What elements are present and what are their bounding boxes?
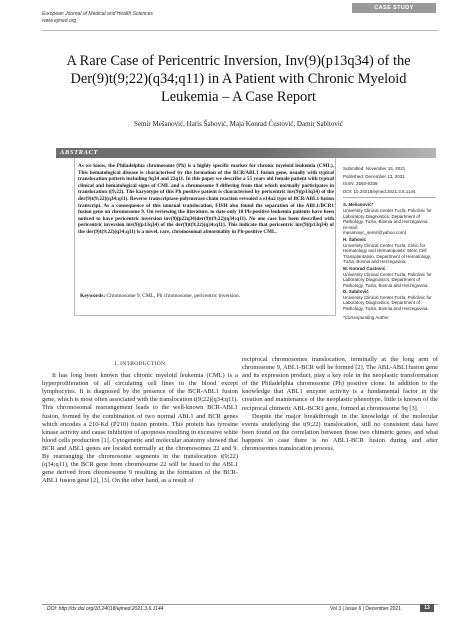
abstract-heading: ABSTRACT (60, 149, 99, 156)
intro-paragraph-2: Despite the major breakthrough in the knowledge of the molecular events underlying the t(9;22) translocation, still no consistent data have been found on the correlation between those two chimeric genes, and what happens in case there is no ABL1-BCR fusion during and after chromosomes translocation process. (242, 412, 438, 453)
footer-doi[interactable]: DOI: http://dx.doi.org/10.24018/ejmed.2021.3.6.1144 (47, 606, 164, 612)
author1-name: S. Mešanović* (343, 202, 374, 208)
published-date: Published: December 13, 2021 (343, 173, 405, 179)
author3-name: M. Konrad Ćustović (343, 265, 386, 271)
article-type-badge: CASE STUDY (352, 3, 436, 13)
journal-url: www.ejmed.org (42, 17, 77, 24)
abstract-text: As we know, the Philadelphia chromosome (Ph) is a highly specific marker for chronic myeloid leukemia (CML). This hematological disease is characterised by the formation of the BCR/ABL1 fusion gene, usually with typical translocation pattern including 9q34 and 22q11. In this paper we describe a 55 years old female patient with typical clinical and hematological signs of CML and a chromosome 9 differing from that which normally participates in translocation t(9;22). The karyotype of this Ph positive patient is characterised by pericentric inv(9)(p13q34) of the der(9)t(9;22)(q34;q11). Reverse transcriptase-polymerase chain reaction revealed a e14a2 type of BCR/ABL1 fusion transcript. As a consequence of this unusual translocation, FISH also found the separation of the ABL1/BCR1 fusion gene on chromosome 9. On reviewing the literature, to date only 10 Ph-positive leukemia patients have been noticed to have pericentric inversion inv(9)(p22q34)der(9)t(9;22)(q34;q11). No one case has been described with pericentric inversion inv(9)(p13q34) of the der(9)t(9;22)(q34;q11). This indicate that pericentric inv(9)(p13q34) of the der(9)t(9;22)(q34;q11) is a novel, rare, chromosomal abnormality in Ph-positive CML. (78, 163, 334, 235)
author1-affiliation: University Clinical Center Tuzla, Policlinic for Laboratory Diagnostics, Department of Pathology, Tuzla, Bosnia and Herzegovina. (343, 207, 432, 225)
author-list: Semir Mešanović, Haris Šahović, Maja Konrad Ćustović, Damir Sabitović (134, 120, 343, 128)
section-heading-introduction: I. INTRODUCTION (114, 361, 166, 367)
keywords-list: Chromosome 9, CML, Ph chromosome, pericentric inversion. (106, 293, 241, 299)
article-info-sidebar (343, 166, 436, 320)
intro-paragraph-continued: reciprocal chromosomes translocation, terminally at the long arm of chromosome 9, ABL1-BCR will be formed [2]. The ABL-ABL1fusion gene and its expression product, play a key role in the neoplastic transformation of the Philadelphia chromosome (Ph) positive clone. In addition to the knowledge that ABL1 enzyme activity is a fundamental factor in the creation and maintenance of the neoplastic phenotype, little is known of the reciprocal chimeric ABL-BCR1 gene, formed at chromosome 9q [3]. (242, 356, 438, 412)
abstract-heading-bar (56, 148, 436, 158)
intro-paragraph-1: It has long been known that chronic myeloid leukemia (CML) is a hyperproliferation of all circulating cell lines in the blood except lymphocytes. It is diagnosed by the presence of the BCR-ABL1 fusion gene, which is most often associated with the translocation t(9;22)(q34;q11). This chromosomal rearrangement leads to the well-known BCR-ABL1 fusion, formed by the combination of two normal ABL1 and BCR genes which encodes a 210-Kd (P210) fusion protein. This protein has tyrosine kinase activity and cause inhibition of apoptosis resulting in excessive white blood cells production [1]. Cytogenetic and molecular anatomy showed that BCR and ABL1 genes are located normally at the chromosomes 22 and 9. By rearranging the chromosome segments in the translocation t(9;22)(q34;q11), the BCR gene from chromosome 22 will be fused to the ABL1 gene derived from chromosome 9 resulting in the formation of the BCR-ABL1 fusion gene [2], [3]. On the other hand, as a result of (42, 372, 238, 485)
journal-name: European Journal of Medical and Health Sciences (42, 11, 153, 17)
journal-header (42, 11, 153, 24)
issn: ISSN: 2593-8339 (343, 181, 378, 187)
footer-issue: Vol 3 | Issue 6 | December 2021 (330, 606, 401, 612)
corresponding-author-note: *Corresponding Author (343, 314, 389, 320)
author3-affiliation: University Clinical Center Tuzla, Policlinic for Laboratory Diagnostics, Department of Pathology, Tuzla, Bosnia and Herzegovina. (343, 271, 432, 288)
author4-name: D. Sabitović (343, 289, 369, 295)
page-number: 13 (420, 604, 434, 612)
sidebar-divider (343, 197, 436, 198)
body-column-left (42, 360, 238, 485)
keywords (80, 293, 334, 300)
author2-affiliation: University Clinical Center Tuzla, Clinic for Hematology and Hematopoietic Stem Cell Transplantation, Department of Hematology, Tuzla, Bosnia and Herzegovina. (343, 242, 432, 265)
keywords-label: Keywords: (80, 293, 106, 299)
publication-dates (343, 166, 436, 194)
author2-name: H. Šahović (343, 236, 367, 242)
author-email[interactable]: mesanovic_semir@yahoo.com) (343, 230, 407, 236)
article-doi: DOI: 10.24018/ejmed.2021.3.6.1144 (343, 188, 416, 194)
author4-affiliation: University Clinical Center Tuzla, Policlinic for Laboratory Diagnostics, Department of Pathology, Tuzla, Bosnia and Herzegovina. (343, 294, 432, 312)
header-divider (42, 30, 438, 31)
body-column-right (242, 356, 438, 453)
email-label: (e-mail: (343, 224, 359, 230)
submitted-date: Submitted: November 15, 2021 (343, 166, 406, 171)
footer-divider (42, 604, 438, 605)
article-title: A Rare Case of Pericentric Inversion, Inv(9)(p13q34) of the Der(9)t(9;22)(q34;q11) in A Patient with Chronic Myeloid Leukemia – A Case Report (66, 53, 411, 105)
